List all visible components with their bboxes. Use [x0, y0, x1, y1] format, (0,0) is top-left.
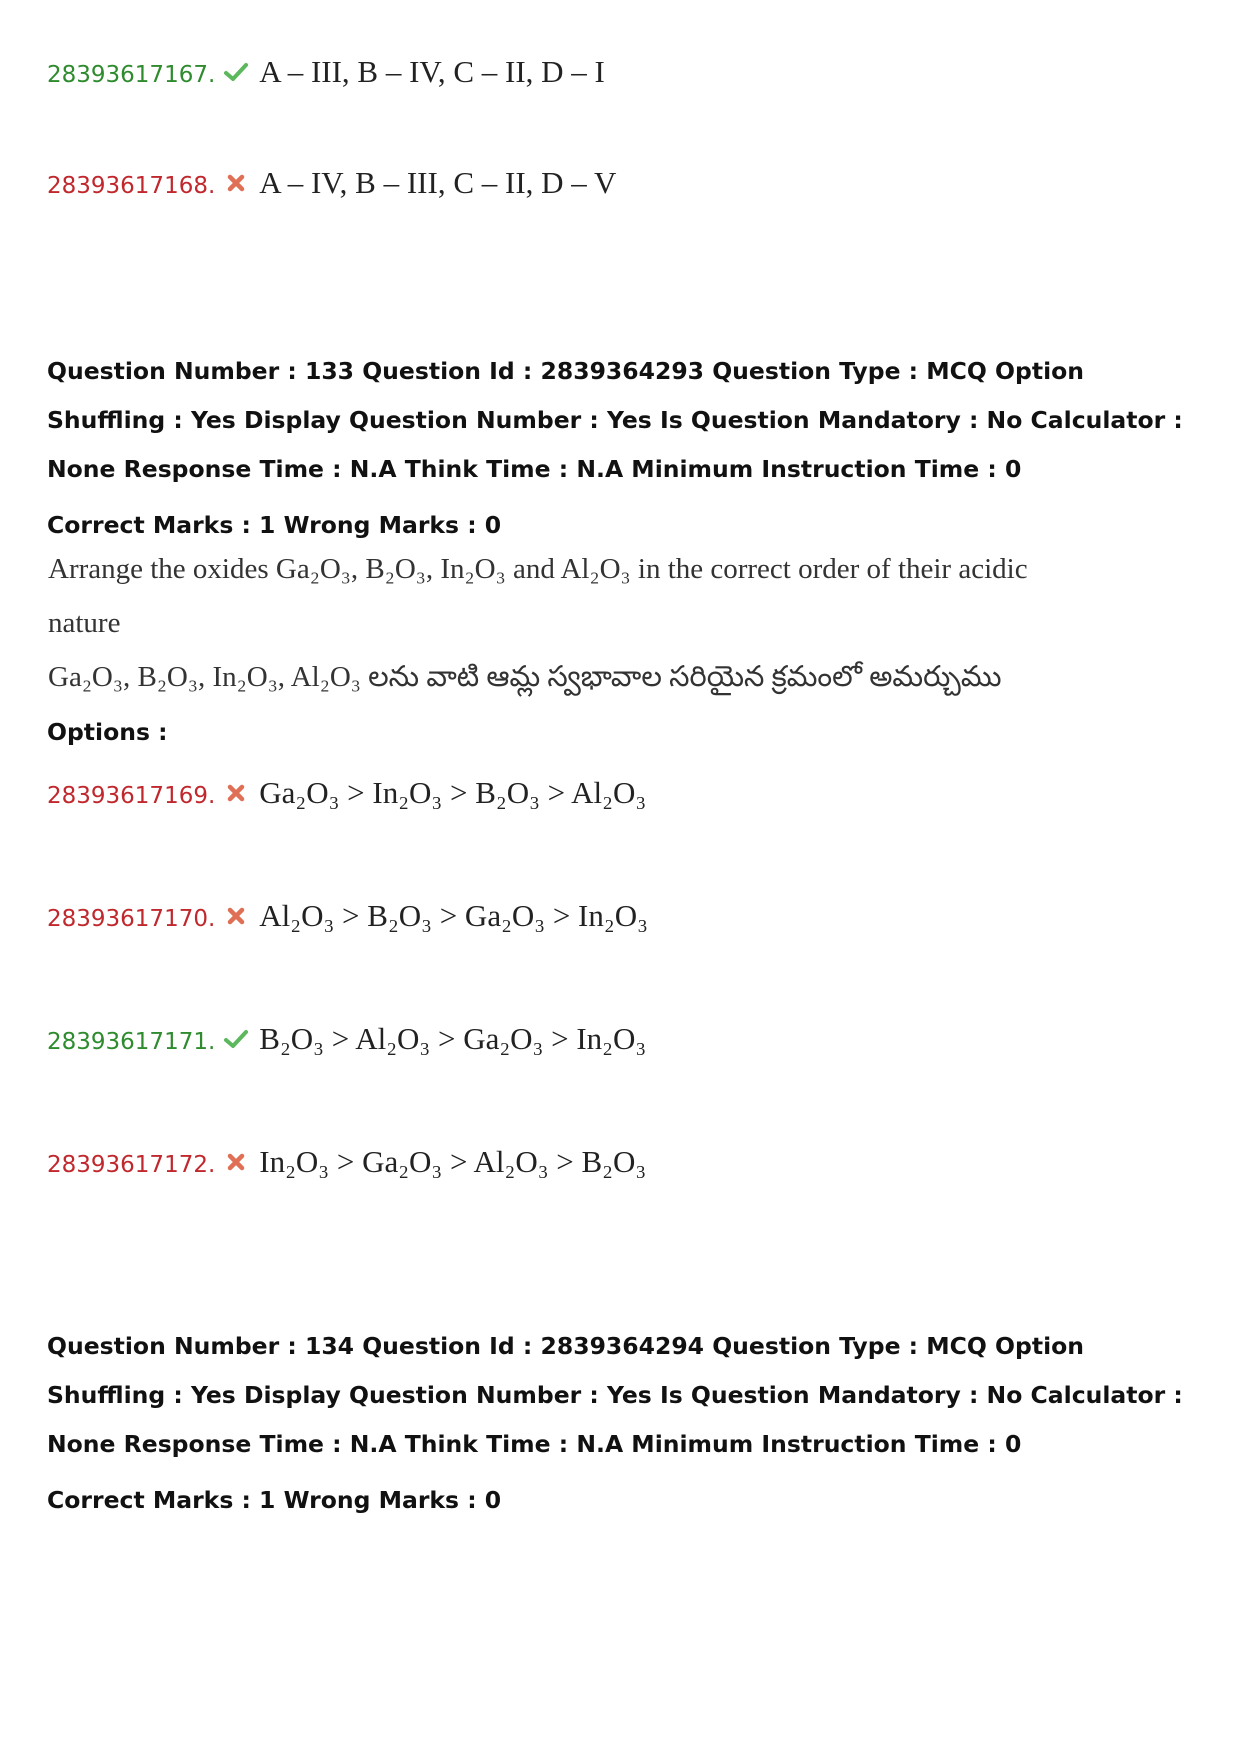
option-row — [47, 1144, 646, 1180]
option-id: 28393617172. — [47, 1152, 216, 1178]
cross-icon — [223, 904, 249, 928]
question-meta: Question Number : 134 Question Id : 2839364294 Question Type : MCQ Option Shuffling : Yes Display Question Number : Yes Is Question Mandatory : No Calculator : None Response Time : N.A Think Time : N.A Minimum Instruction Time : 0 — [47, 1332, 1183, 1458]
options-label: Options : — [47, 718, 168, 746]
option-text: A – III, B – IV, C – II, D – I — [259, 54, 605, 89]
marks-line: Correct Marks : 1 Wrong Marks : 0 — [47, 511, 502, 539]
option-text: A – IV, B – III, C – II, D – V — [259, 165, 617, 200]
option-row — [47, 1021, 646, 1057]
option-id: 28393617170. — [47, 906, 216, 932]
cross-icon — [223, 781, 249, 805]
cross-icon — [223, 1150, 249, 1174]
option-id: 28393617167. — [47, 62, 216, 88]
option-row — [47, 775, 646, 811]
question-meta: Question Number : 133 Question Id : 2839364293 Question Type : MCQ Option Shuffling : Yes Display Question Number : Yes Is Question Mandatory : No Calculator : None Response Time : N.A Think Time : N.A Minimum Instruction Time : 0 — [47, 357, 1183, 483]
option-text: In₂O₃ > Ga₂O₃ > Al₂O₃ > B₂O₃ — [259, 1144, 647, 1179]
cross-icon — [223, 171, 249, 195]
marks-line: Correct Marks : 1 Wrong Marks : 0 — [47, 1486, 502, 1514]
option-text: B₂O₃ > Al₂O₃ > Ga₂O₃ > In₂O₃ — [259, 1021, 647, 1056]
option-text: Ga₂O₃ > In₂O₃ > B₂O₃ > Al₂O₃ — [259, 775, 647, 810]
option-row — [47, 54, 605, 90]
option-row — [47, 165, 616, 201]
question-text-telugu: Ga₂O₃, B₂O₃, In₂O₃, Al₂O₃ లను వాటి ఆమ్ల స్వభావాల సరియైన క్రమంలో అమర్చుము — [48, 661, 1002, 693]
option-text: Al₂O₃ > B₂O₃ > Ga₂O₃ > In₂O₃ — [259, 898, 648, 933]
check-icon — [223, 60, 249, 84]
option-row — [47, 898, 648, 934]
check-icon — [223, 1027, 249, 1051]
option-id: 28393617168. — [47, 173, 216, 199]
question-text: Arrange the oxides Ga₂O₃, B₂O₃, In₂O₃ and Al₂O₃ in the correct order of their acidic — [48, 553, 1028, 585]
option-id: 28393617169. — [47, 783, 216, 809]
option-id: 28393617171. — [47, 1029, 216, 1055]
question-text: nature — [48, 607, 121, 639]
